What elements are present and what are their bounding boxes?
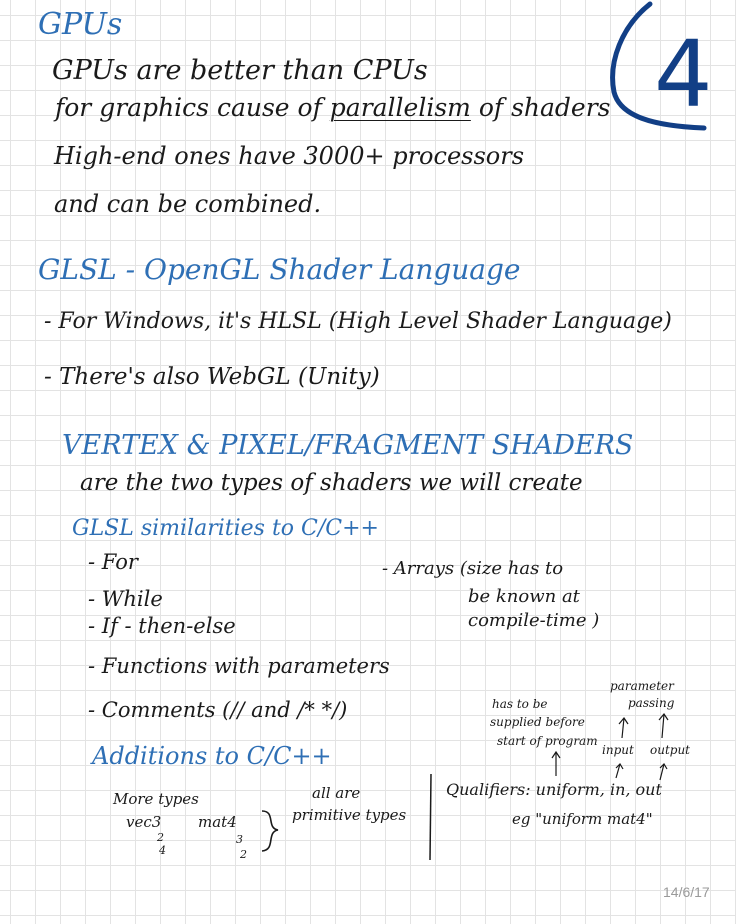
arrays-line-2: be known at: [468, 586, 580, 607]
page-number-glyph: 4: [654, 21, 713, 128]
similarity-item-if: - If - then-else: [88, 614, 236, 638]
all-are-label: all are: [312, 784, 361, 802]
note-input: input: [602, 743, 634, 757]
similarity-item-comments: - Comments (// and /* */): [88, 698, 348, 722]
note-supplied-before: supplied before: [490, 715, 585, 729]
annotation-arrows-icon: [540, 708, 690, 788]
gpus-line-2: [55, 95, 610, 120]
similarities-heading: GLSL similarities to C/C++: [72, 516, 379, 541]
brace-icon: [258, 808, 286, 854]
mat-size-2: 2: [240, 848, 247, 861]
arrays-line-1: - Arrays (size has to: [382, 558, 564, 579]
additions-heading: Additions to C/C++: [92, 742, 332, 770]
vec-size-2: 2: [157, 831, 164, 844]
parallelism-emphasis: parallelism: [329, 93, 471, 122]
note-start-of-program: start of program: [497, 734, 598, 748]
similarity-item-for: - For: [88, 550, 138, 574]
primitive-types-label: primitive types: [292, 806, 407, 824]
gpus-line-4: and can be combined.: [54, 190, 322, 218]
page-date: 14/6/17: [663, 884, 710, 900]
more-types-label: More types: [113, 790, 199, 808]
glsl-bullet-webgl: - There's also WebGL (Unity): [44, 364, 380, 390]
gpus-heading: GPUs: [38, 7, 123, 42]
glsl-bullet-windows: - For Windows, it's HLSL (High Level Shader Language): [44, 309, 672, 334]
gpus-line-2-prefix: for graphics cause of: [55, 93, 322, 122]
note-has-to-be: has to be: [492, 697, 548, 711]
qualifiers-line: Qualifiers: uniform, in, out: [446, 780, 662, 799]
mat-type: mat4: [198, 813, 237, 831]
shaders-description: are the two types of shaders we will create: [80, 470, 583, 496]
gpus-line-2-suffix: of shaders: [478, 93, 611, 122]
vec-size-4: 4: [159, 844, 166, 857]
note-passing: passing: [628, 696, 675, 710]
mat-size-3: 3: [236, 833, 243, 846]
gpus-line-3: High-end ones have 3000+ processors: [54, 142, 525, 170]
divider-line: [428, 772, 434, 862]
vec-type: vec3: [126, 813, 162, 831]
note-output: output: [650, 743, 691, 757]
similarity-item-while: - While: [88, 587, 163, 611]
page-number-mark: [600, 0, 736, 140]
shaders-heading: VERTEX & PIXEL/FRAGMENT SHADERS: [62, 430, 634, 461]
similarity-item-functions: - Functions with parameters: [88, 654, 390, 678]
glsl-heading: GLSL - OpenGL Shader Language: [38, 253, 521, 286]
note-parameter: parameter: [610, 679, 674, 693]
gpus-line-1: GPUs are better than CPUs: [52, 55, 428, 86]
arrays-line-3: compile-time ): [468, 610, 600, 631]
qualifiers-example: eg "uniform mat4": [512, 810, 653, 828]
